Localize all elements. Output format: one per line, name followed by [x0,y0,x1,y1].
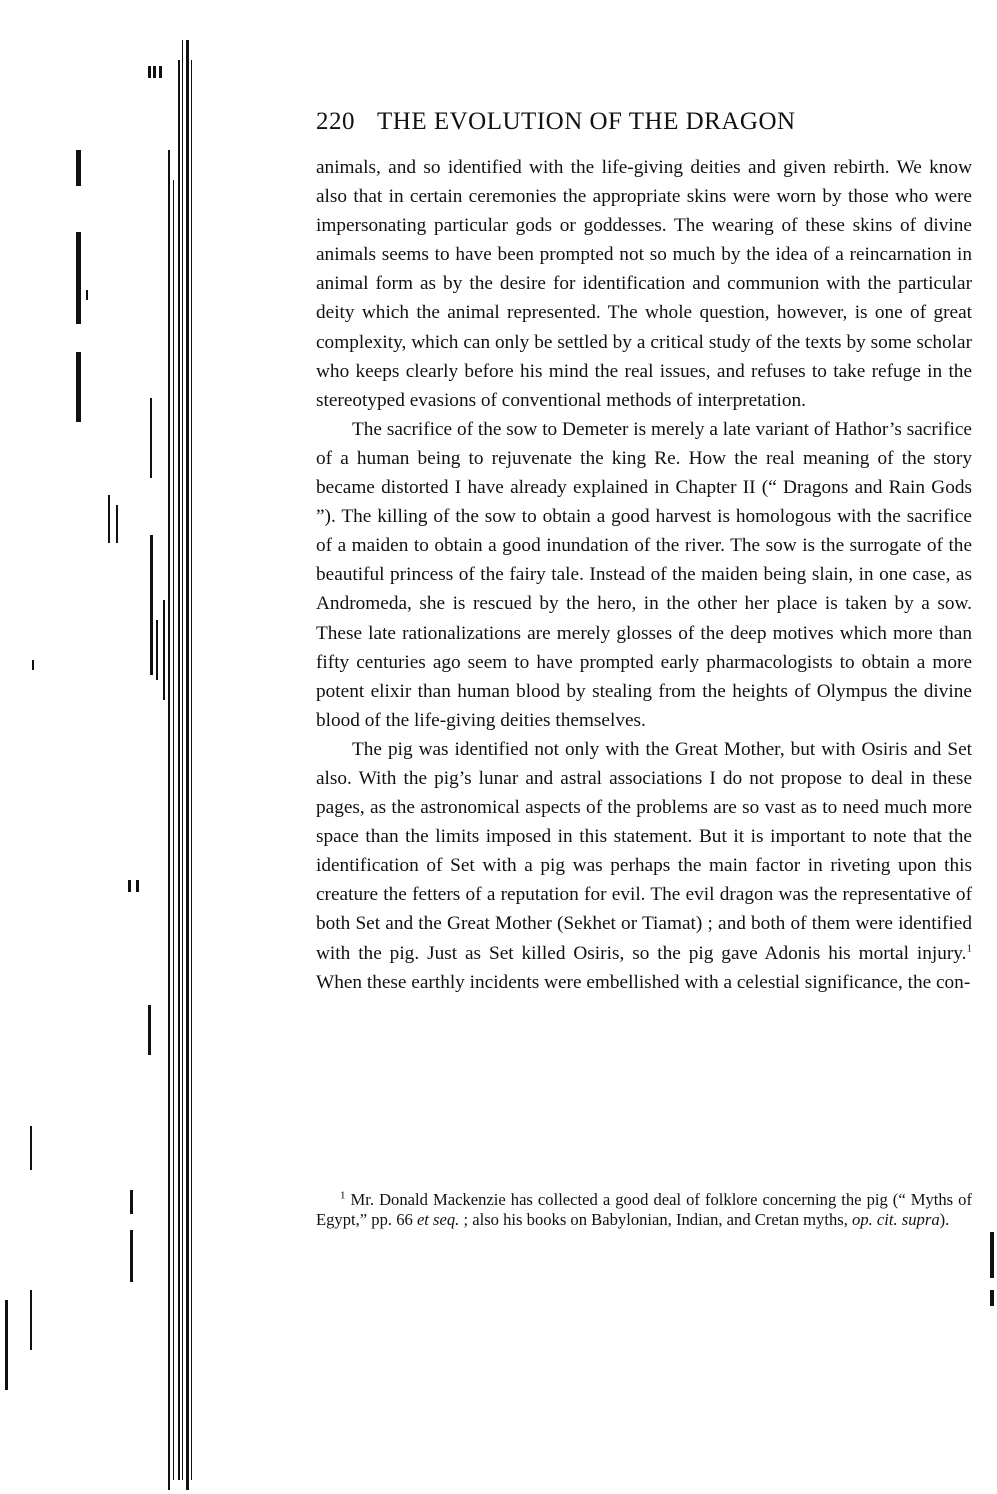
running-header [316,108,976,136]
footnote-text-3: ). [939,1210,950,1229]
scan-edge-mark [990,1290,994,1306]
paragraph-3-continuation: When these earthly incidents were embellished with a celestial significance, the con- [316,971,971,993]
footnote-reference[interactable]: 1 [966,942,972,955]
footnote-italic-1: et seq. [416,1210,460,1229]
paragraph-1: animals, and so identified with the life-giving deities and given rebirth. We know also that in certain ceremonies the appropriate skins were worn by those who were impersonating particular gods or goddesses. The wearing of these skins of divine animals seems to have been prompted not so much by the idea of a reincarnation in animal form as by the desire for identification and communion with the particular deity which the animal represented. The whole question, however, is one of great complexity, which can only be settled by a critical study of the texts by some scholar who keeps clearly before his mind the real issues, and refuses to take refuge in the stereotyped evasions of conventional methods of interpretation. [316,157,972,411]
footnote-marker: 1 [340,1189,346,1202]
running-title: THE EVOLUTION OF THE DRAGON [377,108,796,135]
footnote-italic-2: op. cit. supra [852,1210,940,1229]
footnote [316,1190,972,1230]
scan-binding-artifacts [0,0,230,1494]
body-text [316,153,972,997]
paragraph-2: The sacrifice of the sow to Demeter is merely a late variant of Hathor’s sacrifice of a human being to rejuvenate the king Re. How the real meaning of the story became distorted I have already explained in Chapter II (“ Dragons and Rain Gods ”). The killing of the sow to obtain a good harvest is homologous with the sacrifice of a maiden to obtain a good inundation of the river. The sow is the surrogate of the beautiful princess of the fairy tale. Instead of the maiden being slain, in one case, as Andromeda, she is rescued by the hero, in the other her place is taken by a sow. These late rationalizations are merely glosses of the deep motives which more than fifty centuries ago seem to have prompted early pharmacologists to obtain a more potent elixir than human blood by stealing from the heights of Olympus the divine blood of the life-giving deities themselves. [316,418,972,731]
paragraph-3-text: The pig was identified not only with the Great Mother, but with Osiris and Set also. With the pig’s lunar and astral associations I do not propose to deal in these pages, as the astronomical aspects of the problems are so vast as to need much more space than the limits imposed in this statement. But it is important to note that the identification of Set with a pig was perhaps the main factor in riveting upon this creature the fetters of a reputation for evil. The evil dragon was the representative of both Set and the Great Mother (Sekhet or Tiamat) ; and both of them were identified with the pig. Just as Set killed Osiris, so the pig gave Adonis his mortal injury. [316,738,972,964]
footnote-text-1: Mr. Donald Mackenzie has collected a good deal of folklore concerning the pig (“ Myths of Egypt,” pp. 66 [316,1190,972,1229]
paragraph-3 [316,735,972,997]
scan-edge-mark [990,1232,994,1278]
footnote-text-2: ; also his books on Babylonian, Indian, and Cretan myths, [459,1210,853,1229]
page-number: 220 [316,108,355,135]
